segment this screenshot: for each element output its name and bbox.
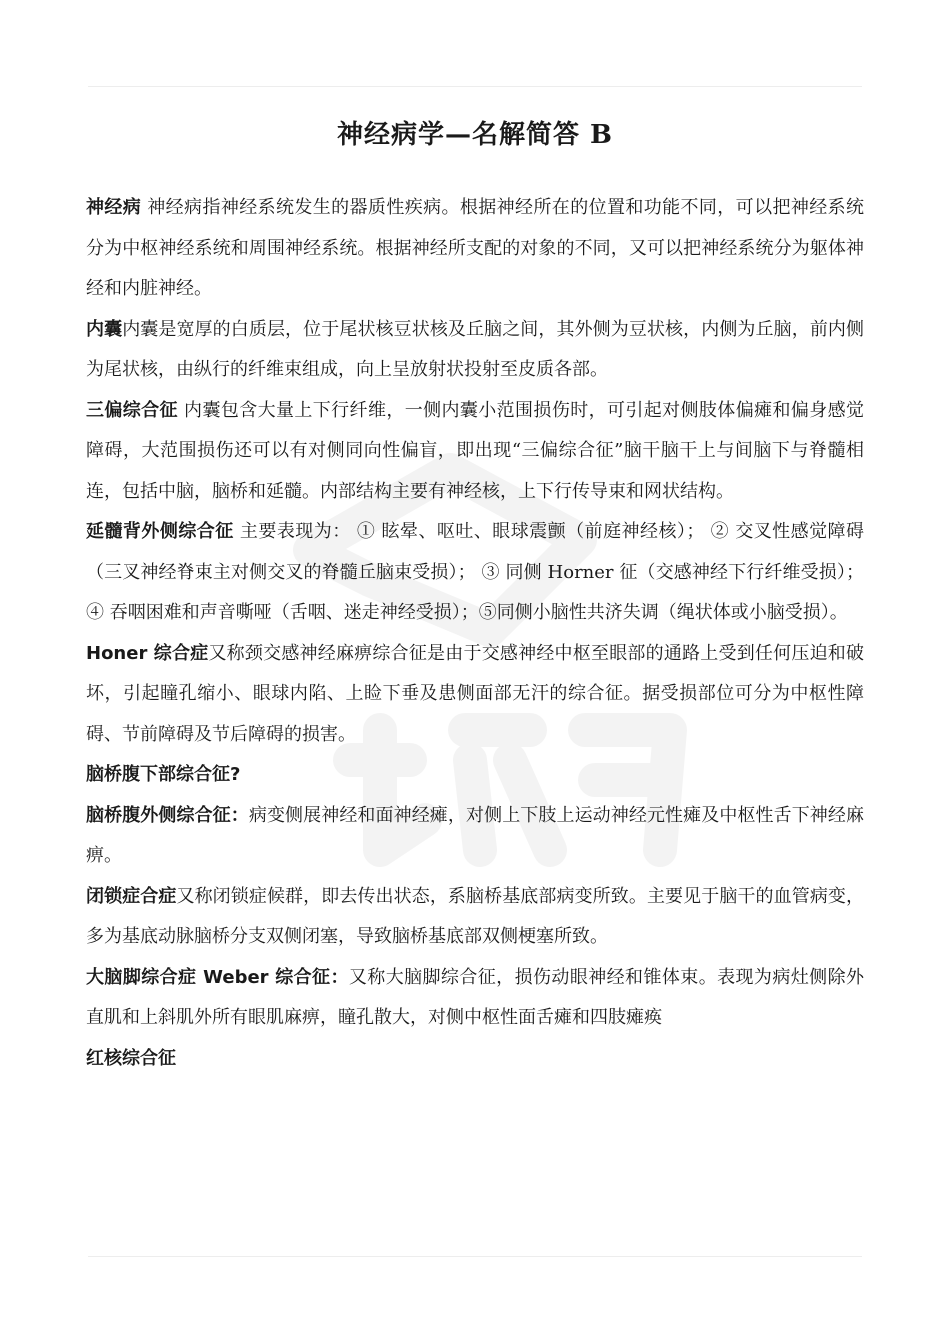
entry-term: 内囊: [86, 318, 123, 340]
entry-term: 脑桥腹下部综合征?: [86, 764, 241, 785]
entry-text: 内囊是宽厚的白质层，位于尾状核豆状核及丘脑之间，其外侧为豆状核，内侧为丘脑，前内侧为尾状核，由纵行的纤维束组成，向上呈放射状投射至皮质各部。: [86, 318, 865, 380]
entry-term: 延髓背外侧综合征: [86, 521, 234, 542]
footer-rule: [88, 1256, 862, 1257]
entry-term: Honer 综合症: [86, 642, 209, 664]
entry-horner: [86, 634, 864, 756]
page-title: 神经病学—名解简答 B: [336, 120, 614, 150]
entry-text: 又称大脑脚综合征，损伤动眼神经和锥体束。表现为病灶侧除外直肌和上斜肌外所有眼肌麻痹，瞳孔散大，对侧中枢性面舌瘫和四肢瘫痪: [86, 966, 864, 1028]
entry-text: 又称闭锁症候群，即去传出状态，系脑桥基底部病变所致。主要见于脑干的血管病变，多为基底动脉脑桥分支双侧闭塞，导致脑桥基底部双侧梗塞所致。: [86, 885, 865, 947]
entry-term: 脑桥腹外侧综合征：: [86, 804, 249, 826]
entry-term: 红核综合征: [86, 1047, 176, 1069]
entry-neinang: [86, 310, 864, 391]
entry-text: 主要表现为： ① 眩晕、呕吐、眼球震颤（前庭神经核）； ② 交叉性感觉障碍（三叉神经脊束主对侧交叉的脊髓丘脑束受损）； ③ 同侧 Horner 征（交感神经下行纤维受损）； ④ 吞咽困难和声音嘶哑（舌咽、迷走神经受损）；⑤同侧小脑性共济失调（绳状体或小脑受损）。: [86, 521, 865, 623]
entry-text: 神经病指神经系统发生的器质性疾病。根据神经所在的位置和功能不同，可以把神经系统分为中枢神经系统和周围神经系统。根据神经所支配的对象的不同，又可以把神经系统分为躯体神经和内脏神经。: [86, 197, 865, 299]
entry-bisuo: [86, 877, 864, 958]
entry-weber: [86, 958, 864, 1039]
entry-term: 神经病: [86, 197, 142, 218]
entry-term: 闭锁症合症: [86, 885, 177, 907]
entry-naoqiao-fuwai: [86, 796, 864, 877]
entry-text: 又称颈交感神经麻痹综合征是由于交感神经中枢至眼部的通路上受到任何压迫和破坏，引起瞳孔缩小、眼球内陷、上睑下垂及患侧面部无汗的综合征。据受损部位可分为中枢性障碍、节前障碍及节后障碍的损害。: [86, 642, 864, 745]
header-rule: [88, 86, 862, 87]
entry-shenjingbing: [86, 188, 864, 310]
entry-term: 三偏综合征: [86, 399, 178, 421]
entry-sanpian: [86, 391, 864, 513]
entry-term: 大脑脚综合症 Weber 综合征：: [86, 966, 349, 988]
entry-yansui: [86, 512, 864, 634]
entry-naoqiao-fuxia: [86, 755, 864, 796]
entry-list: [86, 188, 864, 1079]
entry-text: 内囊包含大量上下行纤维，一侧内囊小范围损伤时，可引起对侧肢体偏瘫和偏身感觉障碍，大范围损伤还可以有对侧同向性偏盲，即出现“三偏综合征”脑干脑干上与间脑下与脊髓相连，包括中脑，脑桥和延髓。内部结构主要有神经核，上下行传导束和网状结构。: [86, 399, 865, 502]
entry-honghe: [86, 1039, 864, 1080]
entry-text: 病变侧展神经和面神经瘫，对侧上下肢上运动神经元性瘫及中枢性舌下神经麻痹。: [86, 804, 864, 866]
